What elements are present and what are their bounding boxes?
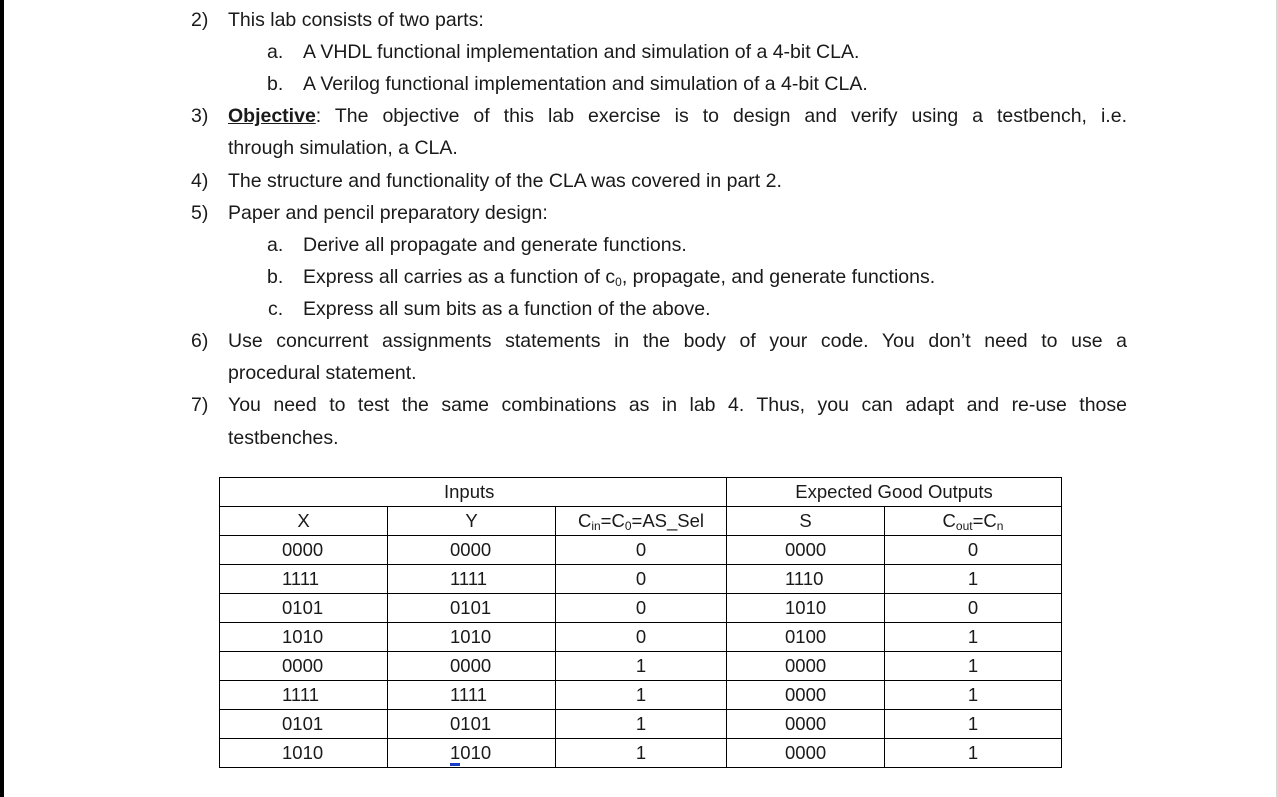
- item-number: 5): [191, 202, 209, 224]
- item-text: The structure and functionality of the CLA was covered in part 2.: [228, 170, 782, 192]
- cell-x: 1010: [220, 623, 388, 652]
- item-text: testbenches.: [228, 427, 339, 449]
- cell-s: 0000: [727, 710, 885, 739]
- col-header-cin: $C_{in}=C_0=AS\_Sel$: [556, 507, 727, 536]
- cell-cin: 0: [556, 623, 727, 652]
- cell-cout: 0: [885, 536, 1062, 565]
- text-cursor-marker: [450, 763, 460, 766]
- item-number: 6): [191, 330, 209, 352]
- item-letter: a.: [267, 234, 284, 256]
- cell-y: 1111: [388, 681, 556, 710]
- item-text: A VHDL functional implementation and simulation of a 4-bit CLA.: [303, 41, 860, 63]
- table-row: [220, 710, 1062, 739]
- item-text: Paper and pencil preparatory design:: [228, 202, 548, 224]
- cell-s: 0000: [727, 536, 885, 565]
- cell-cout: 1: [885, 681, 1062, 710]
- cell-cin: 1: [556, 710, 727, 739]
- table-group-header-row: [220, 478, 1062, 507]
- item-text: A Verilog functional implementation and simulation of a 4-bit CLA.: [303, 73, 868, 95]
- cell-cin: 0: [556, 565, 727, 594]
- table-header-row: [220, 507, 1062, 536]
- cell-x: 0000: [220, 652, 388, 681]
- cell-y: 0000: [388, 536, 556, 565]
- cell-s: 1010: [727, 594, 885, 623]
- cell-y: 1010: [388, 623, 556, 652]
- table-row: [220, 681, 1062, 710]
- cell-y: 0000: [388, 652, 556, 681]
- cell-x: 0101: [220, 594, 388, 623]
- table-row: [220, 565, 1062, 594]
- cell-cin: 0: [556, 536, 727, 565]
- cell-cout: 1: [885, 652, 1062, 681]
- table-row: [220, 739, 1062, 768]
- cell-cin: 1: [556, 652, 727, 681]
- cell-x: 0000: [220, 536, 388, 565]
- item-text: This lab consists of two parts:: [228, 9, 484, 31]
- cell-y: 0101: [388, 710, 556, 739]
- table-row: [220, 623, 1062, 652]
- item-text: Objective: The objective of this lab exercise is to design and verify using a testbench, i.e.: [228, 105, 1127, 127]
- item-text: Express all carries as a function of $c_0$, propagate, and generate functions.: [303, 266, 936, 289]
- item-letter: c.: [268, 298, 284, 320]
- item-text: Express all sum bits as a function of the above.: [303, 298, 711, 320]
- item-letter: a.: [267, 41, 284, 63]
- cell-cout: 1: [885, 710, 1062, 739]
- cell-cin: 1: [556, 681, 727, 710]
- cell-x: 1111: [220, 681, 388, 710]
- cell-s: 0000: [727, 681, 885, 710]
- item-number: 4): [191, 170, 209, 192]
- item-number: 3): [191, 105, 209, 127]
- item-number: 7): [191, 394, 209, 416]
- cell-cout: 1: [885, 739, 1062, 768]
- item-text: through simulation, a CLA.: [228, 137, 458, 159]
- cell-y: 0101: [388, 594, 556, 623]
- item-letter: b.: [267, 73, 284, 95]
- table-row: [220, 652, 1062, 681]
- item-letter: b.: [267, 266, 284, 288]
- objective-label: Objective: [228, 105, 316, 127]
- truth-table: [219, 477, 1061, 768]
- inputs-header: Inputs: [220, 478, 727, 507]
- table-row: [220, 594, 1062, 623]
- cell-x: 1111: [220, 565, 388, 594]
- table-row: [220, 536, 1062, 565]
- cell-cin: 1: [556, 739, 727, 768]
- cell-s: 0100: [727, 623, 885, 652]
- cell-cout: 1: [885, 623, 1062, 652]
- outputs-header: Expected Good Outputs: [727, 478, 1062, 507]
- item-text: procedural statement.: [228, 362, 417, 384]
- cell-s: 1110: [727, 565, 885, 594]
- item-number: 2): [191, 9, 209, 31]
- col-header-cout: $C_{out}=C_n$: [885, 507, 1062, 536]
- cell-y: 1111: [388, 565, 556, 594]
- item-text: Derive all propagate and generate functions.: [303, 234, 687, 256]
- item-text: You need to test the same combinations as in lab 4. Thus, you can adapt and re-use those: [228, 394, 1127, 416]
- cell-cin: 0: [556, 594, 727, 623]
- col-header-s: S: [727, 507, 885, 536]
- col-header-y: Y: [388, 507, 556, 536]
- cell-x: 0101: [220, 710, 388, 739]
- cell-y[interactable]: 1010: [388, 739, 556, 768]
- col-header-x: X: [220, 507, 388, 536]
- cell-s: 0000: [727, 652, 885, 681]
- cell-s: 0000: [727, 739, 885, 768]
- cell-cout: 1: [885, 565, 1062, 594]
- item-text: Use concurrent assignments statements in the body of your code. You don’t need to use a: [228, 330, 1127, 352]
- cell-x: 1010: [220, 739, 388, 768]
- cell-cout: 0: [885, 594, 1062, 623]
